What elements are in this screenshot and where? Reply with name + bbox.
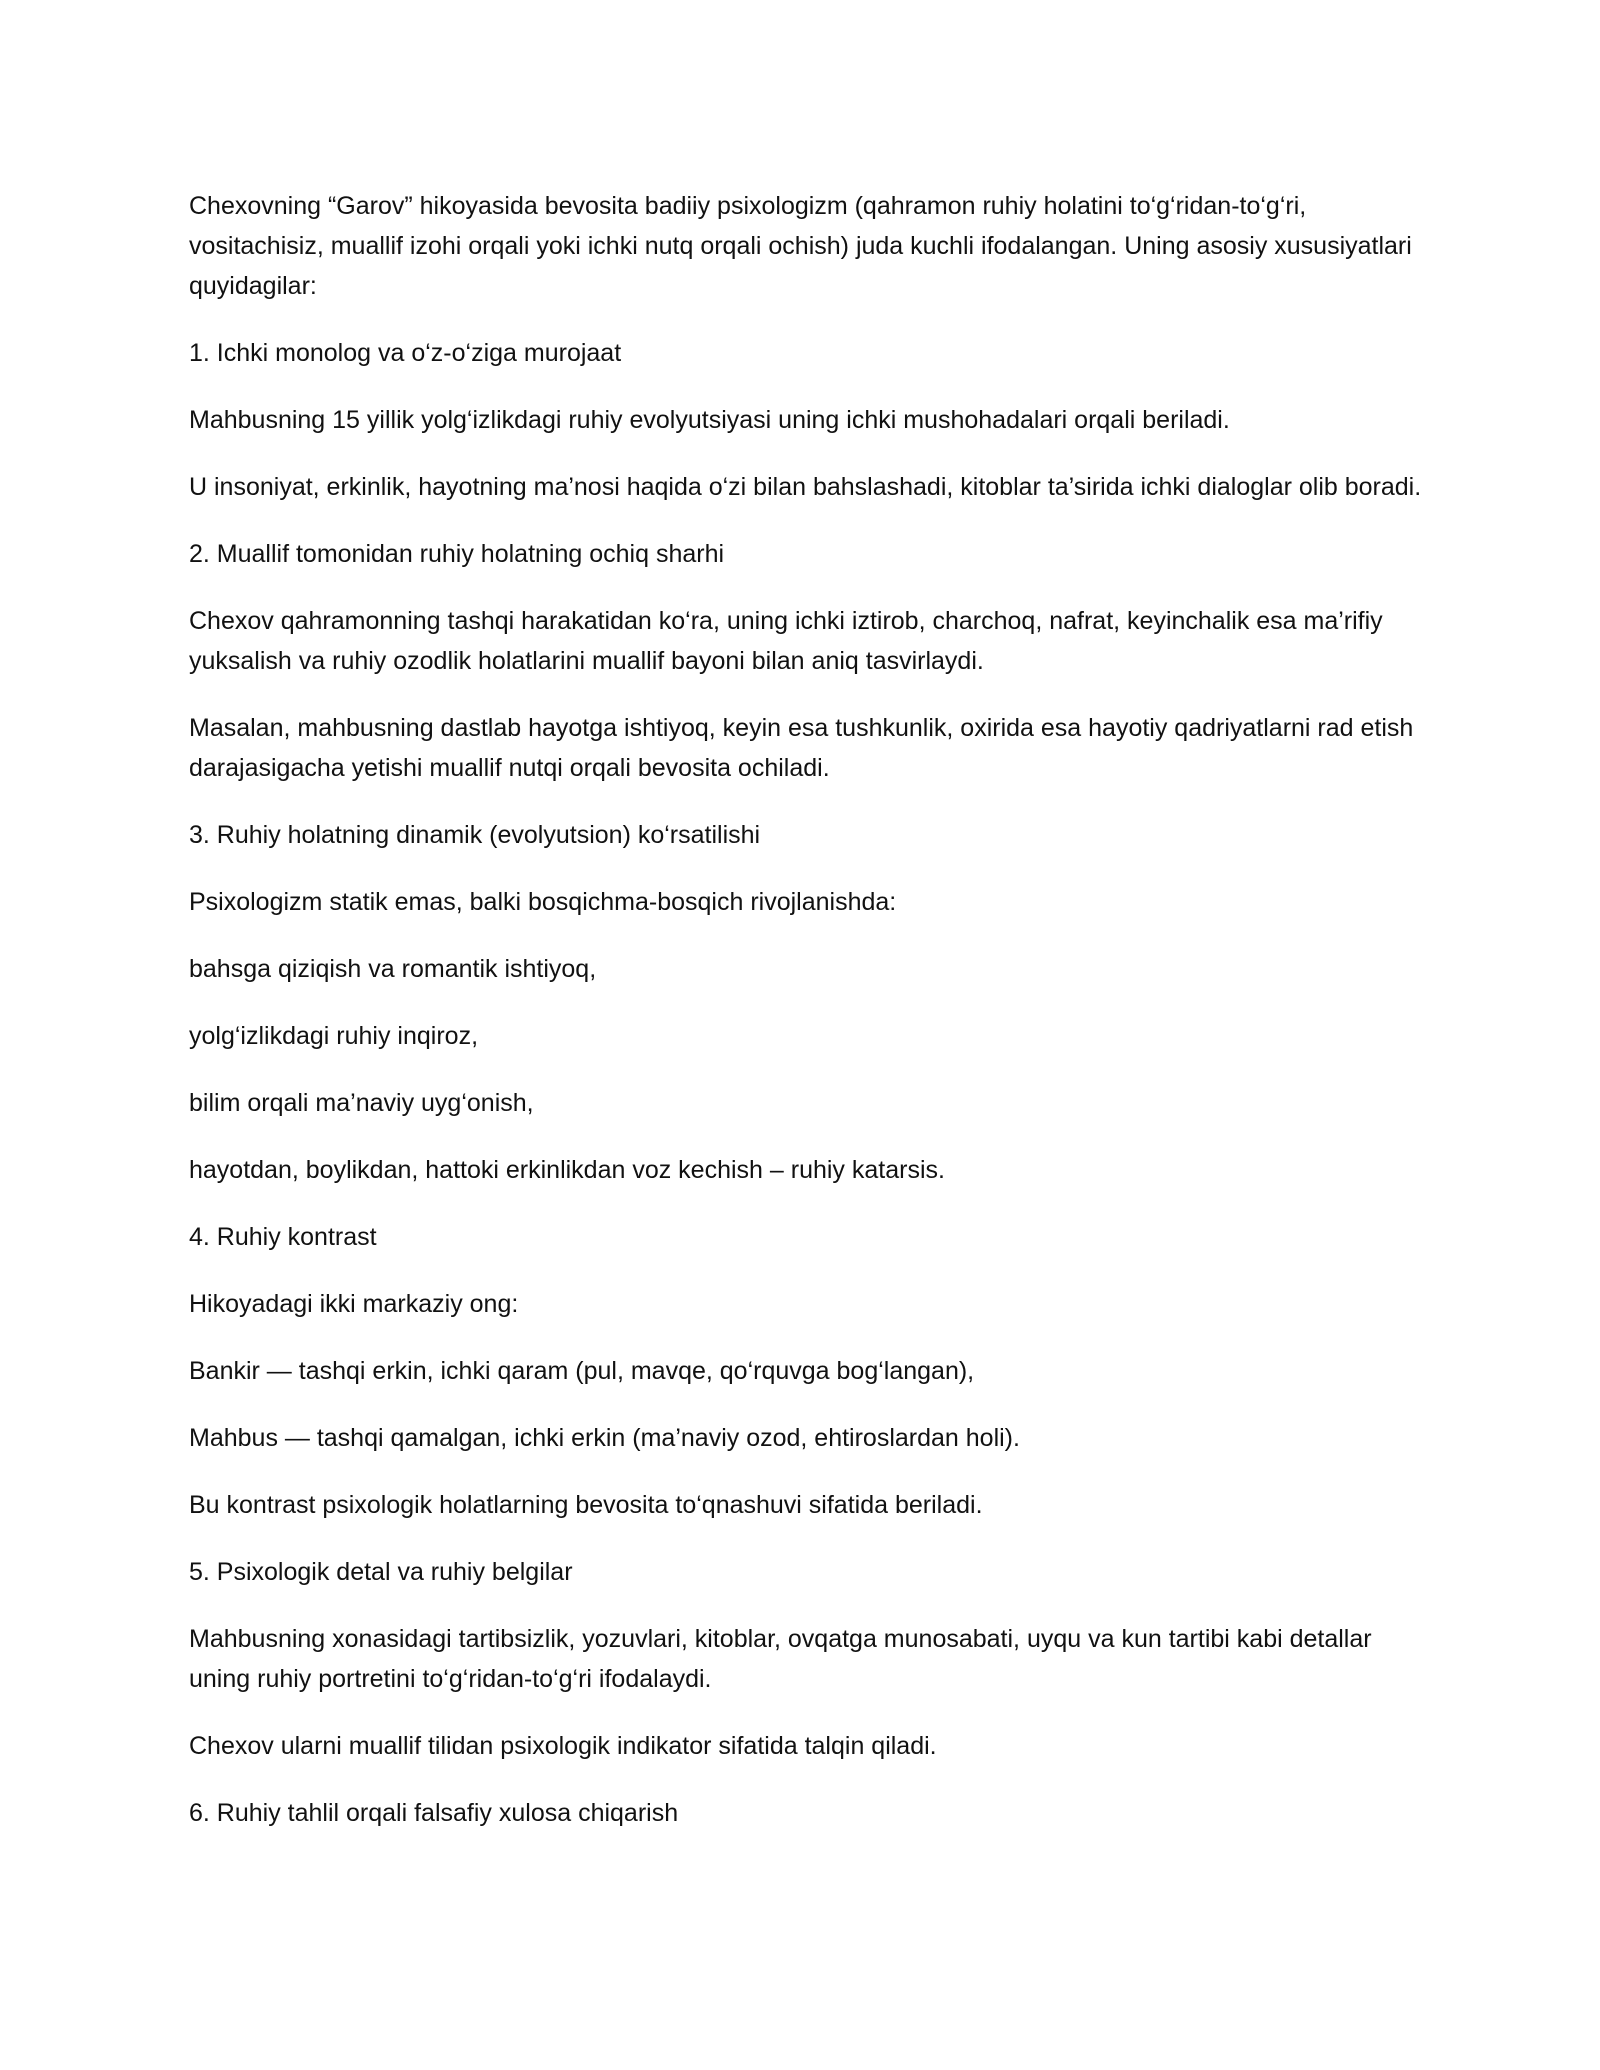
paragraph: Mahbusning xonasidagi tartibsizlik, yozuvlari, kitoblar, ovqatga munosabati, uyqu va kun tartibi kabi detallar uning ruhiy portretini to‘g‘ridan-to‘g‘ri ifodalaydi. bbox=[189, 1625, 1372, 1693]
list-item: yolg‘izlikdagi ruhiy inqiroz, bbox=[189, 1022, 479, 1050]
section-heading-5: 5. Psixologik detal va ruhiy belgilar bbox=[189, 1558, 573, 1586]
paragraph: Hikoyadagi ikki markaziy ong: bbox=[189, 1290, 519, 1318]
section-heading-6: 6. Ruhiy tahlil orqali falsafiy xulosa chiqarish bbox=[189, 1799, 679, 1827]
paragraph: Psixologizm statik emas, balki bosqichma-bosqich rivojlanishda: bbox=[189, 888, 897, 916]
intro-paragraph: Chexovning “Garov” hikoyasida bevosita badiiy psixologizm (qahramon ruhiy holatini to‘g‘ridan-to‘g‘ri, vositachisiz, muallif izohi orqali yoki ichki nutq orqali ochish) juda kuchli ifodalangan. Uning asosiy xususiyatlari quyidagilar: bbox=[189, 192, 1412, 300]
paragraph: U insoniyat, erkinlik, hayotning ma’nosi haqida o‘zi bilan bahslashadi, kitoblar ta’sirida ichki dialoglar olib boradi. bbox=[189, 473, 1422, 501]
paragraph: Chexov qahramonning tashqi harakatidan ko‘ra, uning ichki iztirob, charchoq, nafrat, keyinchalik esa ma’rifiy yuksalish va ruhiy ozodlik holatlarini muallif bayoni bilan aniq tasvirlaydi. bbox=[189, 607, 1383, 675]
section-heading-4: 4. Ruhiy kontrast bbox=[189, 1223, 377, 1251]
section-heading-1: 1. Ichki monolog va o‘z-o‘ziga murojaat bbox=[189, 339, 622, 367]
section-heading-3: 3. Ruhiy holatning dinamik (evolyutsion) ko‘rsatilishi bbox=[189, 821, 761, 849]
list-item: hayotdan, boylikdan, hattoki erkinlikdan voz kechish – ruhiy katarsis. bbox=[189, 1156, 945, 1184]
list-item: Bankir — tashqi erkin, ichki qaram (pul, mavqe, qo‘rquvga bog‘langan), bbox=[189, 1357, 975, 1385]
list-item: Mahbus — tashqi qamalgan, ichki erkin (ma’naviy ozod, ehtiroslardan holi). bbox=[189, 1424, 1020, 1452]
section-heading-2: 2. Muallif tomonidan ruhiy holatning ochiq sharhi bbox=[189, 540, 725, 568]
paragraph: Chexov ularni muallif tilidan psixologik indikator sifatida talqin qiladi. bbox=[189, 1732, 937, 1760]
document-body bbox=[189, 186, 1429, 1860]
paragraph: Bu kontrast psixologik holatlarning bevosita to‘qnashuvi sifatida beriladi. bbox=[189, 1491, 983, 1519]
paragraph: Masalan, mahbusning dastlab hayotga ishtiyoq, keyin esa tushkunlik, oxirida esa hayotiy qadriyatlarni rad etish darajasigacha yetishi muallif nutqi orqali bevosita ochiladi. bbox=[189, 714, 1414, 782]
list-item: bilim orqali ma’naviy uyg‘onish, bbox=[189, 1089, 534, 1117]
list-item: bahsga qiziqish va romantik ishtiyoq, bbox=[189, 955, 597, 983]
paragraph: Mahbusning 15 yillik yolg‘izlikdagi ruhiy evolyutsiyasi uning ichki mushohadalari orqali beriladi. bbox=[189, 406, 1230, 434]
